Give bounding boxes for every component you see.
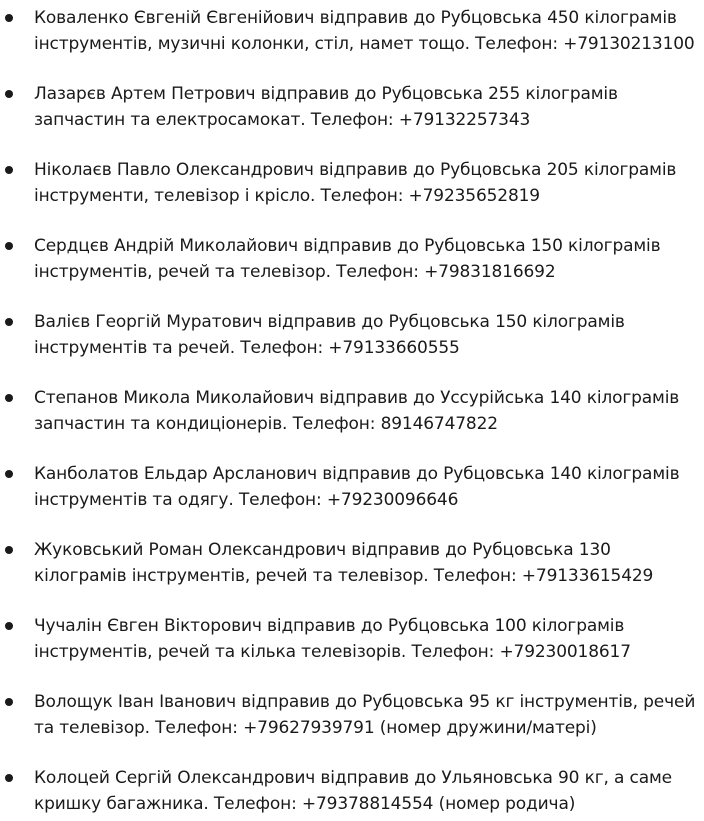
item-text: Валієв Георгій Муратович відправив до Рубцовська 150 кілограмів інструментів та речей. Телефон: +79133660555 — [34, 312, 625, 358]
list-item — [0, 613, 704, 665]
list-item — [0, 5, 704, 57]
item-text: Канболатов Ельдар Арсланович відправив до Рубцовська 140 кілограмів інструментів та одягу. Телефон: +79230096646 — [34, 464, 680, 510]
bullet — [5, 394, 13, 402]
item-text: Волощук Іван Іванович відправив до Рубцовська 95 кг інструментів, речей та телевізор. Телефон: +79627939791 (номер дружини/матері) — [34, 692, 696, 738]
bullet — [5, 774, 13, 782]
item-text: Коваленко Євгеній Євгенійович відправив до Рубцовська 450 кілограмів інструментів, музичні колонки, стіл, намет тощо. Телефон: +79130213100 — [34, 8, 695, 54]
bullet — [5, 90, 13, 98]
bullet — [5, 318, 13, 326]
bullet — [5, 14, 13, 22]
item-text: Жуковський Роман Олександрович відправив до Рубцовська 130 кілограмів інструментів, речей та телевізор. Телефон: +79133615429 — [34, 540, 654, 586]
bullet — [5, 546, 13, 554]
list-item — [0, 385, 704, 437]
item-text: Сердцєв Андрій Миколайович відправив до Рубцовська 150 кілограмів інструментів, речей та телевізор. Телефон: +79831816692 — [34, 236, 661, 282]
list-item — [0, 309, 704, 361]
item-text: Колоцей Сергій Олександрович відправив до Ульяновська 90 кг, а саме кришку багажника. Телефон: +79378814554 (номер родича) — [34, 768, 672, 814]
bullet — [5, 166, 13, 174]
list-item — [0, 765, 704, 817]
item-text: Степанов Микола Миколайович відправив до Уссурійська 140 кілограмів запчастин та кондиціонерів. Телефон: 89146747822 — [34, 388, 680, 434]
list-item — [0, 537, 704, 589]
shipment-list — [0, 5, 704, 817]
bullet — [5, 622, 13, 630]
bullet — [5, 470, 13, 478]
bullet — [5, 698, 13, 706]
item-text: Ніколаєв Павло Олександрович відправив до Рубцовська 205 кілограмів інструменти, телевізор і крісло. Телефон: +79235652819 — [34, 160, 677, 206]
bullet — [5, 242, 13, 250]
list-item — [0, 233, 704, 285]
list-item — [0, 689, 704, 741]
list-item — [0, 157, 704, 209]
item-text: Лазарєв Артем Петрович відправив до Рубцовська 255 кілограмів запчастин та електросамокат. Телефон: +79132257343 — [34, 84, 618, 130]
list-item — [0, 81, 704, 133]
item-text: Чучалін Євген Вікторович відправив до Рубцовська 100 кілограмів інструментів, речей та кілька телевізорів. Телефон: +79230018617 — [34, 616, 631, 662]
list-item — [0, 461, 704, 513]
